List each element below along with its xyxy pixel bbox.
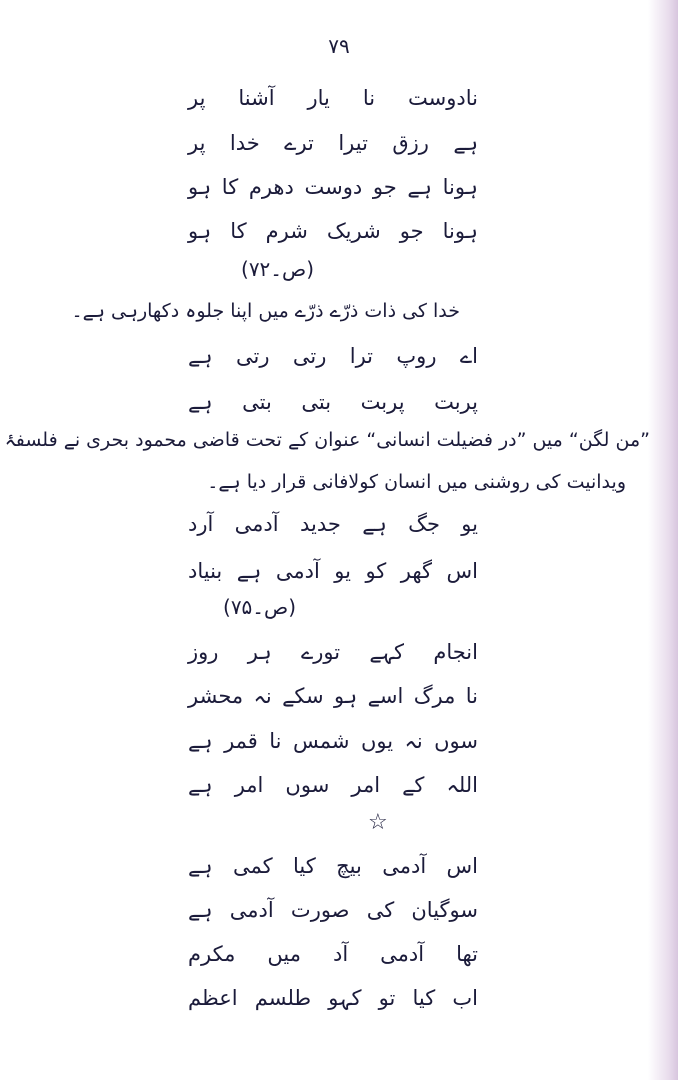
verse-line: اللہ کے امر سوں امر ہے xyxy=(188,773,478,797)
prose-line: ”من لگن“ میں ”در فضیلت انسانی“ عنوان کے تحت قاضی محمود بحری نے فلسفۂ xyxy=(4,429,650,451)
verse-line: نا مرگ اسے ہو سکے نہ محشر xyxy=(188,684,478,708)
verse-line: انجام کہے تورے ہر روز xyxy=(188,640,478,664)
page-number: ۷۹ xyxy=(328,34,350,58)
verse-line: سوگیان کی صورت آدمی ہے xyxy=(188,898,478,922)
verse-line: اب کیا تو کہو طلسم اعظم xyxy=(188,986,478,1010)
verse-line: ہونا جو شریک شرم کا ہو xyxy=(188,219,478,243)
verse-line: ہونا ہے جو دوست دھرم کا ہو xyxy=(188,175,478,199)
page-edge-shadow xyxy=(648,0,678,1080)
verse-line: یو جگ ہے جدید آدمی آرد xyxy=(188,512,478,536)
prose-line: ویدانیت کی روشنی میں انسان کولافانی قرار دیا ہے۔ xyxy=(207,471,626,493)
verse-line: ہے رزق تیرا ترے خدا پر xyxy=(188,131,478,155)
verse-line: اس آدمی بیچ کیا کمی ہے xyxy=(188,854,478,878)
verse-line: نادوست نا یار آشنا پر xyxy=(188,86,478,110)
page-reference: (ص۔۷۲) xyxy=(241,257,314,281)
verse-line: تھا آدمی آد میں مکرم xyxy=(188,942,478,966)
verse-line: اے روپ ترا رتی رتی ہے xyxy=(188,344,478,368)
verse-line: پربت پربت بتی بتی ہے xyxy=(188,390,478,414)
prose-line: خدا کی ذات ذرّے ذرّے میں اپنا جلوہ دکھارہی ہے۔ xyxy=(71,300,460,322)
verse-line: اس گھر کو یو آدمی ہے بنیاد xyxy=(188,559,478,583)
verse-line: سوں نہ یوں شمس نا قمر ہے xyxy=(188,729,478,753)
star-divider-icon: ☆ xyxy=(368,810,388,835)
page-reference: (ص۔۷۵) xyxy=(223,595,296,619)
